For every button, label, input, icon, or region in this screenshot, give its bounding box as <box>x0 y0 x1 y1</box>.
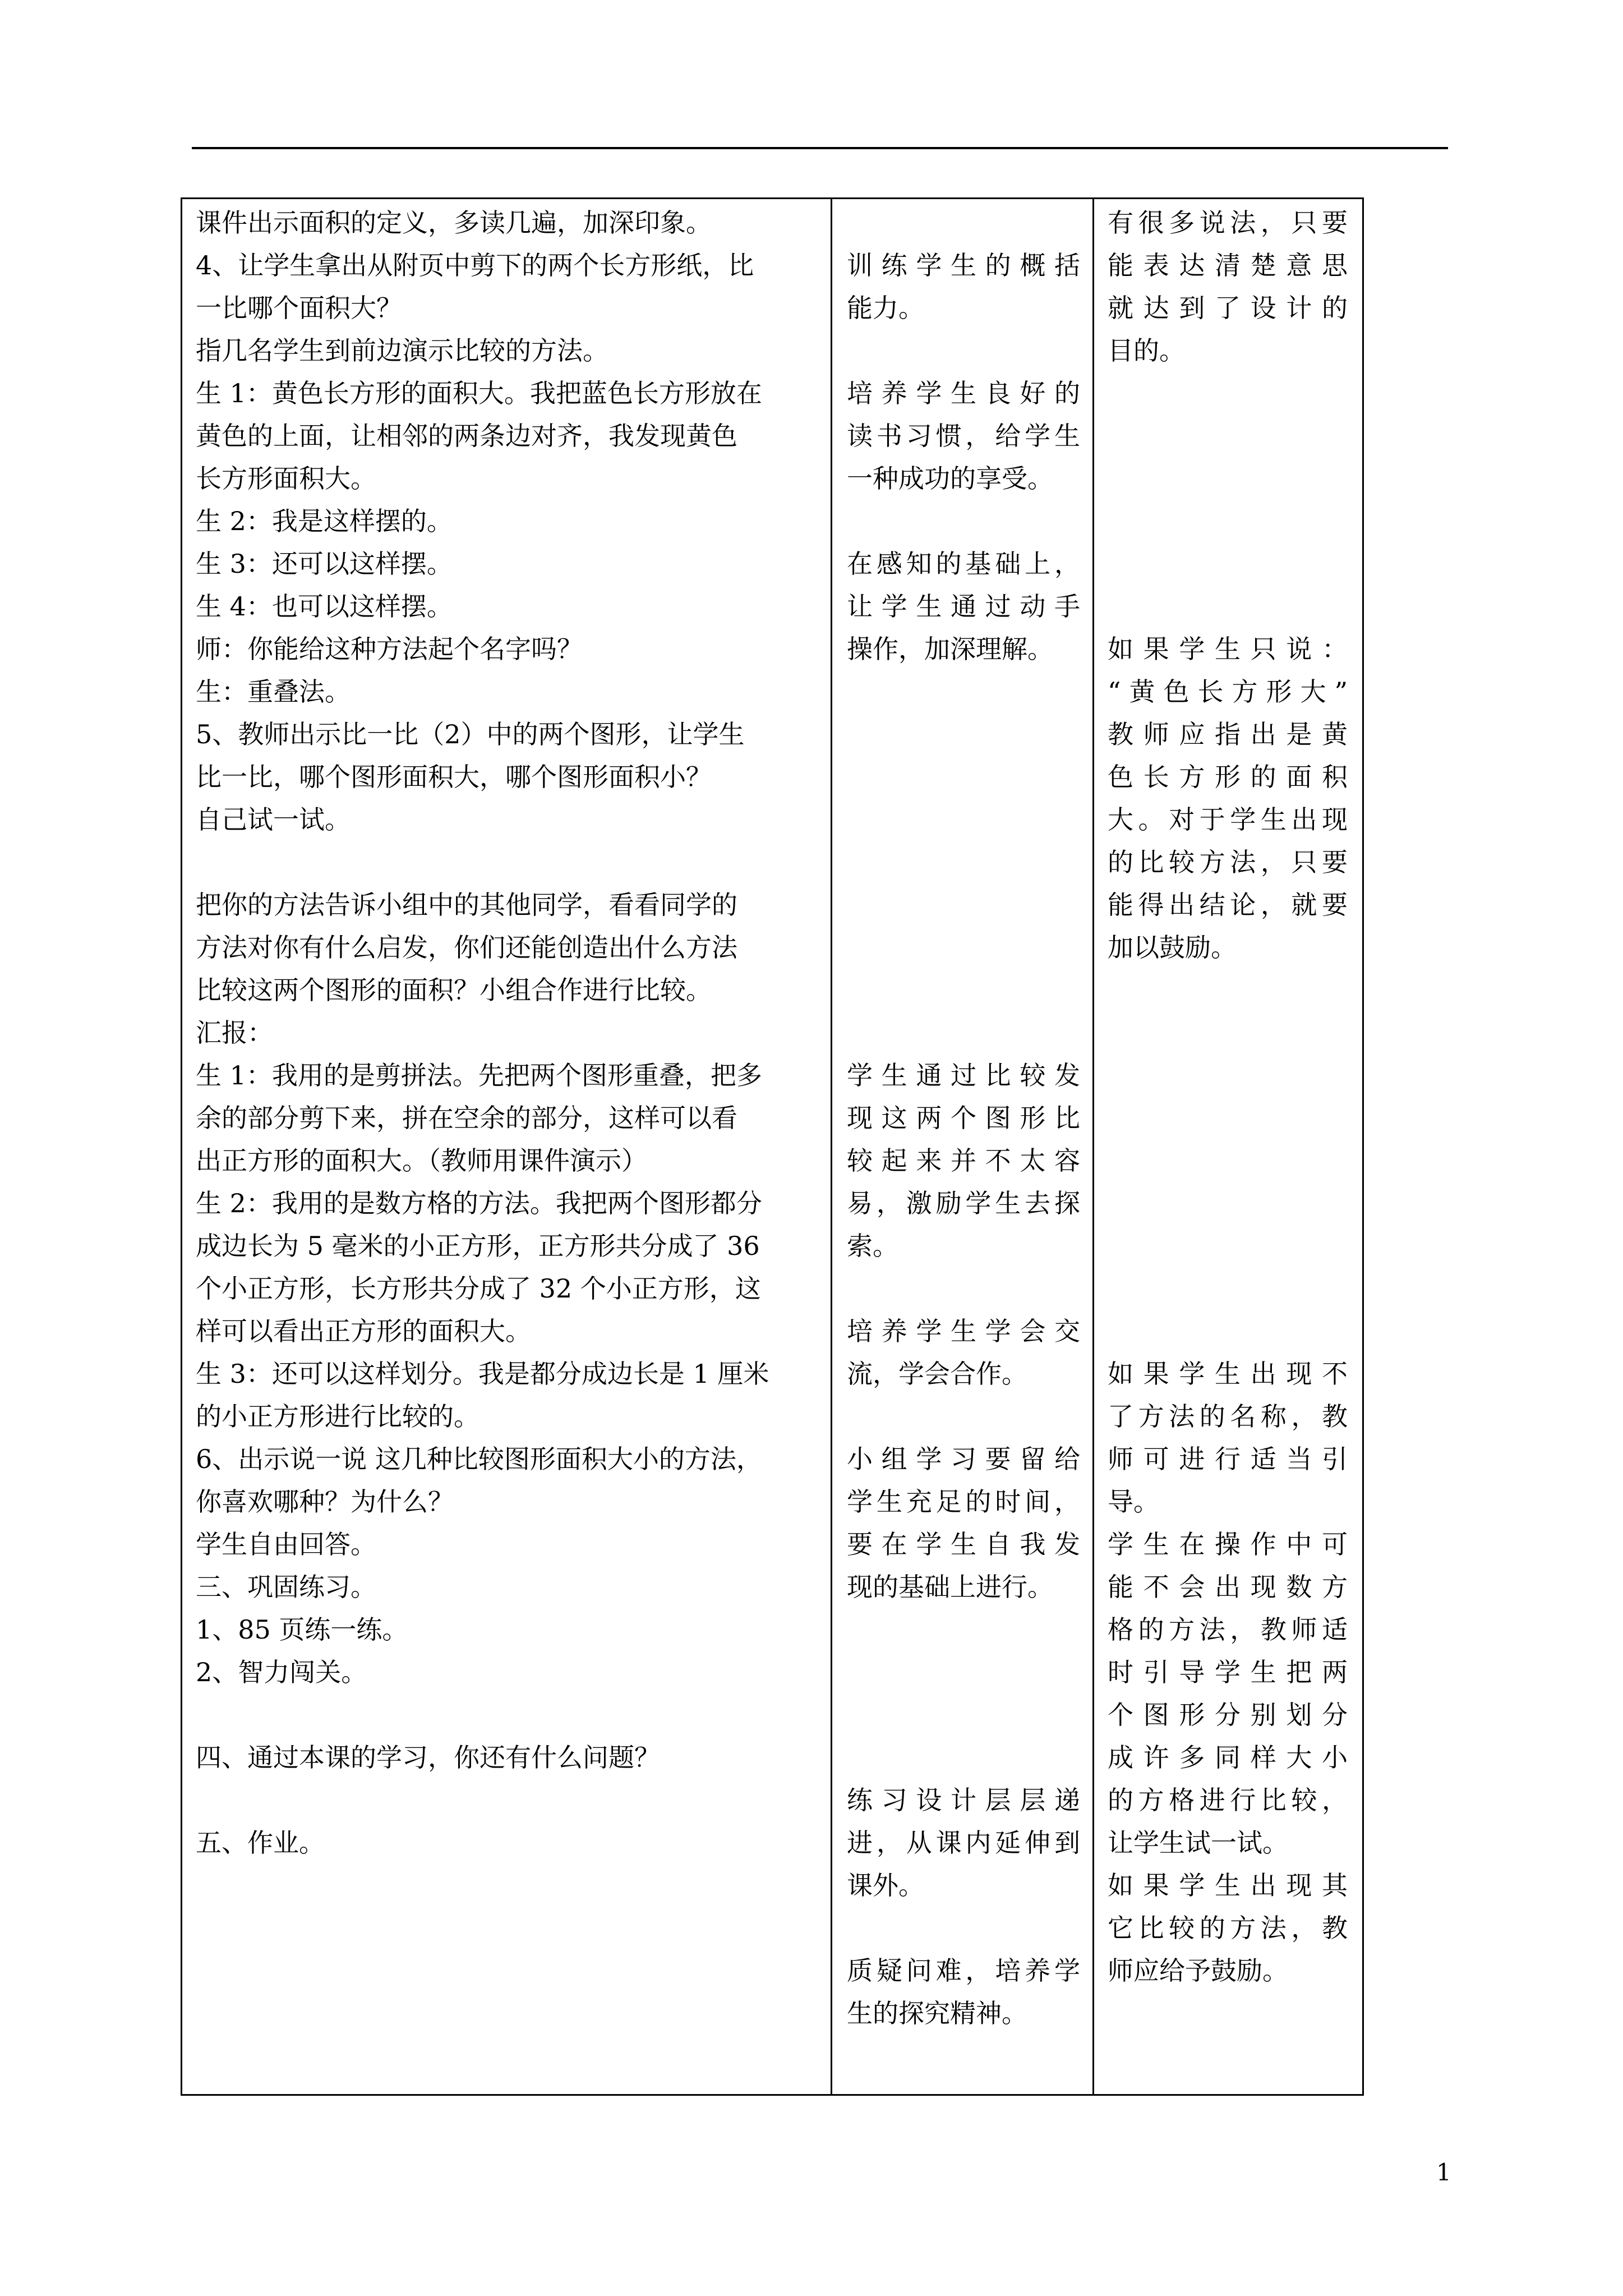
intent-line: 能力。 <box>847 293 924 323</box>
process-line: 4、让学生拿出从附页中剪下的两个长方形纸，比 <box>196 250 754 280</box>
note-line: “黄色长方形大” <box>1108 677 1348 707</box>
design-intent-column <box>832 199 1094 2095</box>
process-line: 成边长为 5 毫米的小正方形，正方形共分成了 36 <box>196 1231 760 1261</box>
note-line: 学生在操作中可 <box>1108 1529 1348 1559</box>
process-line: 指几名学生到前边演示比较的方法。 <box>196 335 608 366</box>
process-line: 生 1：黄色长方形的面积大。我把蓝色长方形放在 <box>196 378 762 408</box>
intent-line: 现的基础上进行。 <box>847 1572 1053 1602</box>
note-line: 教师应指出是黄 <box>1108 719 1348 749</box>
intent-line: 学生通过比较发 <box>847 1060 1080 1091</box>
intent-line: 练习设计层层递 <box>847 1785 1080 1815</box>
process-line: 汇报： <box>196 1018 273 1048</box>
note-line: 色长方形的面积 <box>1108 762 1348 792</box>
note-line: 有很多说法，只要 <box>1108 208 1348 238</box>
note-line: 格的方法，教师适 <box>1108 1614 1348 1645</box>
process-line: 三、巩固练习。 <box>196 1572 376 1602</box>
intent-line: 进，从课内延伸到 <box>847 1828 1080 1858</box>
intent-line: 训练学生的概括 <box>847 250 1080 280</box>
intent-line: 生的探究精神。 <box>847 1998 1027 2028</box>
process-line: 一比哪个面积大？ <box>196 293 402 323</box>
note-line: 能得出结论，就要 <box>1108 890 1348 920</box>
note-line: 导。 <box>1108 1487 1159 1517</box>
intent-line: 一种成功的享受。 <box>847 463 1053 494</box>
intent-line: 读书习惯，给学生 <box>847 421 1080 451</box>
process-line: 四、通过本课的学习，你还有什么问题？ <box>196 1742 660 1773</box>
note-line: 能不会出现数方 <box>1108 1572 1348 1602</box>
intent-line: 让学生通过动手 <box>847 591 1080 622</box>
process-line: 余的部分剪下来，拼在空余的部分，这样可以看 <box>196 1103 737 1133</box>
process-line: 黄色的上面，让相邻的两条边对齐，我发现黄色 <box>196 421 737 451</box>
process-line: 学生自由回答。 <box>196 1529 376 1559</box>
intent-line: 流，学会合作。 <box>847 1359 1027 1389</box>
notes-column <box>1094 199 1363 2095</box>
page-number: 1 <box>1436 2159 1451 2186</box>
intent-line: 易，激励学生去探 <box>847 1188 1080 1218</box>
process-line: 方法对你有什么启发，你们还能创造出什么方法 <box>196 932 737 963</box>
intent-line: 质疑问难，培养学 <box>847 1955 1080 1986</box>
note-line: 师应给予鼓励。 <box>1108 1955 1288 1986</box>
process-line: 1、85 页练一练。 <box>196 1614 408 1645</box>
note-line: 师可进行适当引 <box>1108 1444 1348 1474</box>
intent-line: 在感知的基础上， <box>847 549 1080 579</box>
intent-line: 索。 <box>847 1231 898 1261</box>
note-line: 成许多同样大小 <box>1108 1742 1348 1773</box>
process-line: 生 2：我是这样摆的。 <box>196 506 453 536</box>
process-line: 比较这两个图形的面积？小组合作进行比较。 <box>196 975 712 1005</box>
intent-line: 培养学生学会交 <box>847 1316 1080 1346</box>
intent-line: 较起来并不太容 <box>847 1145 1080 1176</box>
note-line: 能表达清楚意思 <box>1108 250 1348 280</box>
process-line: 6、出示说一说 这几种比较图形面积大小的方法， <box>196 1444 762 1474</box>
note-line: 了方法的名称，教 <box>1108 1401 1348 1432</box>
process-line: 个小正方形，长方形共分成了 32 个小正方形，这 <box>196 1273 761 1304</box>
process-line: 师：你能给这种方法起个名字吗？ <box>196 634 583 664</box>
process-line: 2、智力闯关。 <box>196 1657 367 1687</box>
process-line: 课件出示面积的定义，多读几遍，加深印象。 <box>196 208 712 238</box>
intent-line: 要在学生自我发 <box>847 1529 1080 1559</box>
process-line: 的小正方形进行比较的。 <box>196 1401 479 1432</box>
process-line: 长方形面积大。 <box>196 463 376 494</box>
intent-line: 现这两个图形比 <box>847 1103 1080 1133</box>
note-line: 如果学生出现其 <box>1108 1870 1348 1901</box>
note-line: 如果学生出现不 <box>1108 1359 1348 1389</box>
intent-line: 学生充足的时间， <box>847 1487 1080 1517</box>
process-line: 生 3：还可以这样划分。我是都分成边长是 1 厘米 <box>196 1359 769 1389</box>
note-line: 让学生试一试。 <box>1108 1828 1288 1858</box>
process-line: 生 4：也可以这样摆。 <box>196 591 453 622</box>
process-line: 比一比，哪个图形面积大，哪个图形面积小？ <box>196 762 712 792</box>
process-line: 你喜欢哪种？为什么？ <box>196 1487 454 1517</box>
note-line: 就达到了设计的 <box>1108 293 1348 323</box>
note-line: 目的。 <box>1108 335 1185 366</box>
note-line: 个图形分别划分 <box>1108 1700 1348 1730</box>
intent-line: 小组学习要留给 <box>847 1444 1080 1474</box>
process-line: 生 3：还可以这样摆。 <box>196 549 453 579</box>
note-line: 如果学生只说： <box>1108 634 1348 664</box>
process-line: 五、作业。 <box>196 1828 325 1858</box>
note-line: 它比较的方法，教 <box>1108 1913 1348 1943</box>
process-line: 生 2：我用的是数方格的方法。我把两个图形都分 <box>196 1188 762 1218</box>
lesson-plan-table <box>181 197 1364 2096</box>
note-line: 的方格进行比较， <box>1108 1785 1348 1815</box>
intent-line: 课外。 <box>847 1870 924 1901</box>
process-line: 生 1：我用的是剪拼法。先把两个图形重叠，把多 <box>196 1060 762 1091</box>
process-line: 自己试一试。 <box>196 804 351 835</box>
intent-line: 培养学生良好的 <box>847 378 1080 408</box>
table-row <box>182 199 1363 2095</box>
note-line: 的比较方法，只要 <box>1108 847 1348 877</box>
process-line: 把你的方法告诉小组中的其他同学，看看同学的 <box>196 890 737 920</box>
process-line: 5、教师出示比一比（2）中的两个图形，让学生 <box>196 719 745 749</box>
process-line: 生：重叠法。 <box>196 677 351 707</box>
teaching-process-column <box>182 199 832 2095</box>
header-rule <box>192 147 1448 149</box>
note-line: 时引导学生把两 <box>1108 1657 1348 1687</box>
process-line: 样可以看出正方形的面积大。 <box>196 1316 531 1346</box>
process-line: 出正方形的面积大。（教师用课件演示） <box>196 1145 647 1176</box>
intent-line: 操作，加深理解。 <box>847 634 1053 664</box>
note-line: 加以鼓励。 <box>1108 932 1237 963</box>
note-line: 大。对于学生出现 <box>1108 804 1348 835</box>
